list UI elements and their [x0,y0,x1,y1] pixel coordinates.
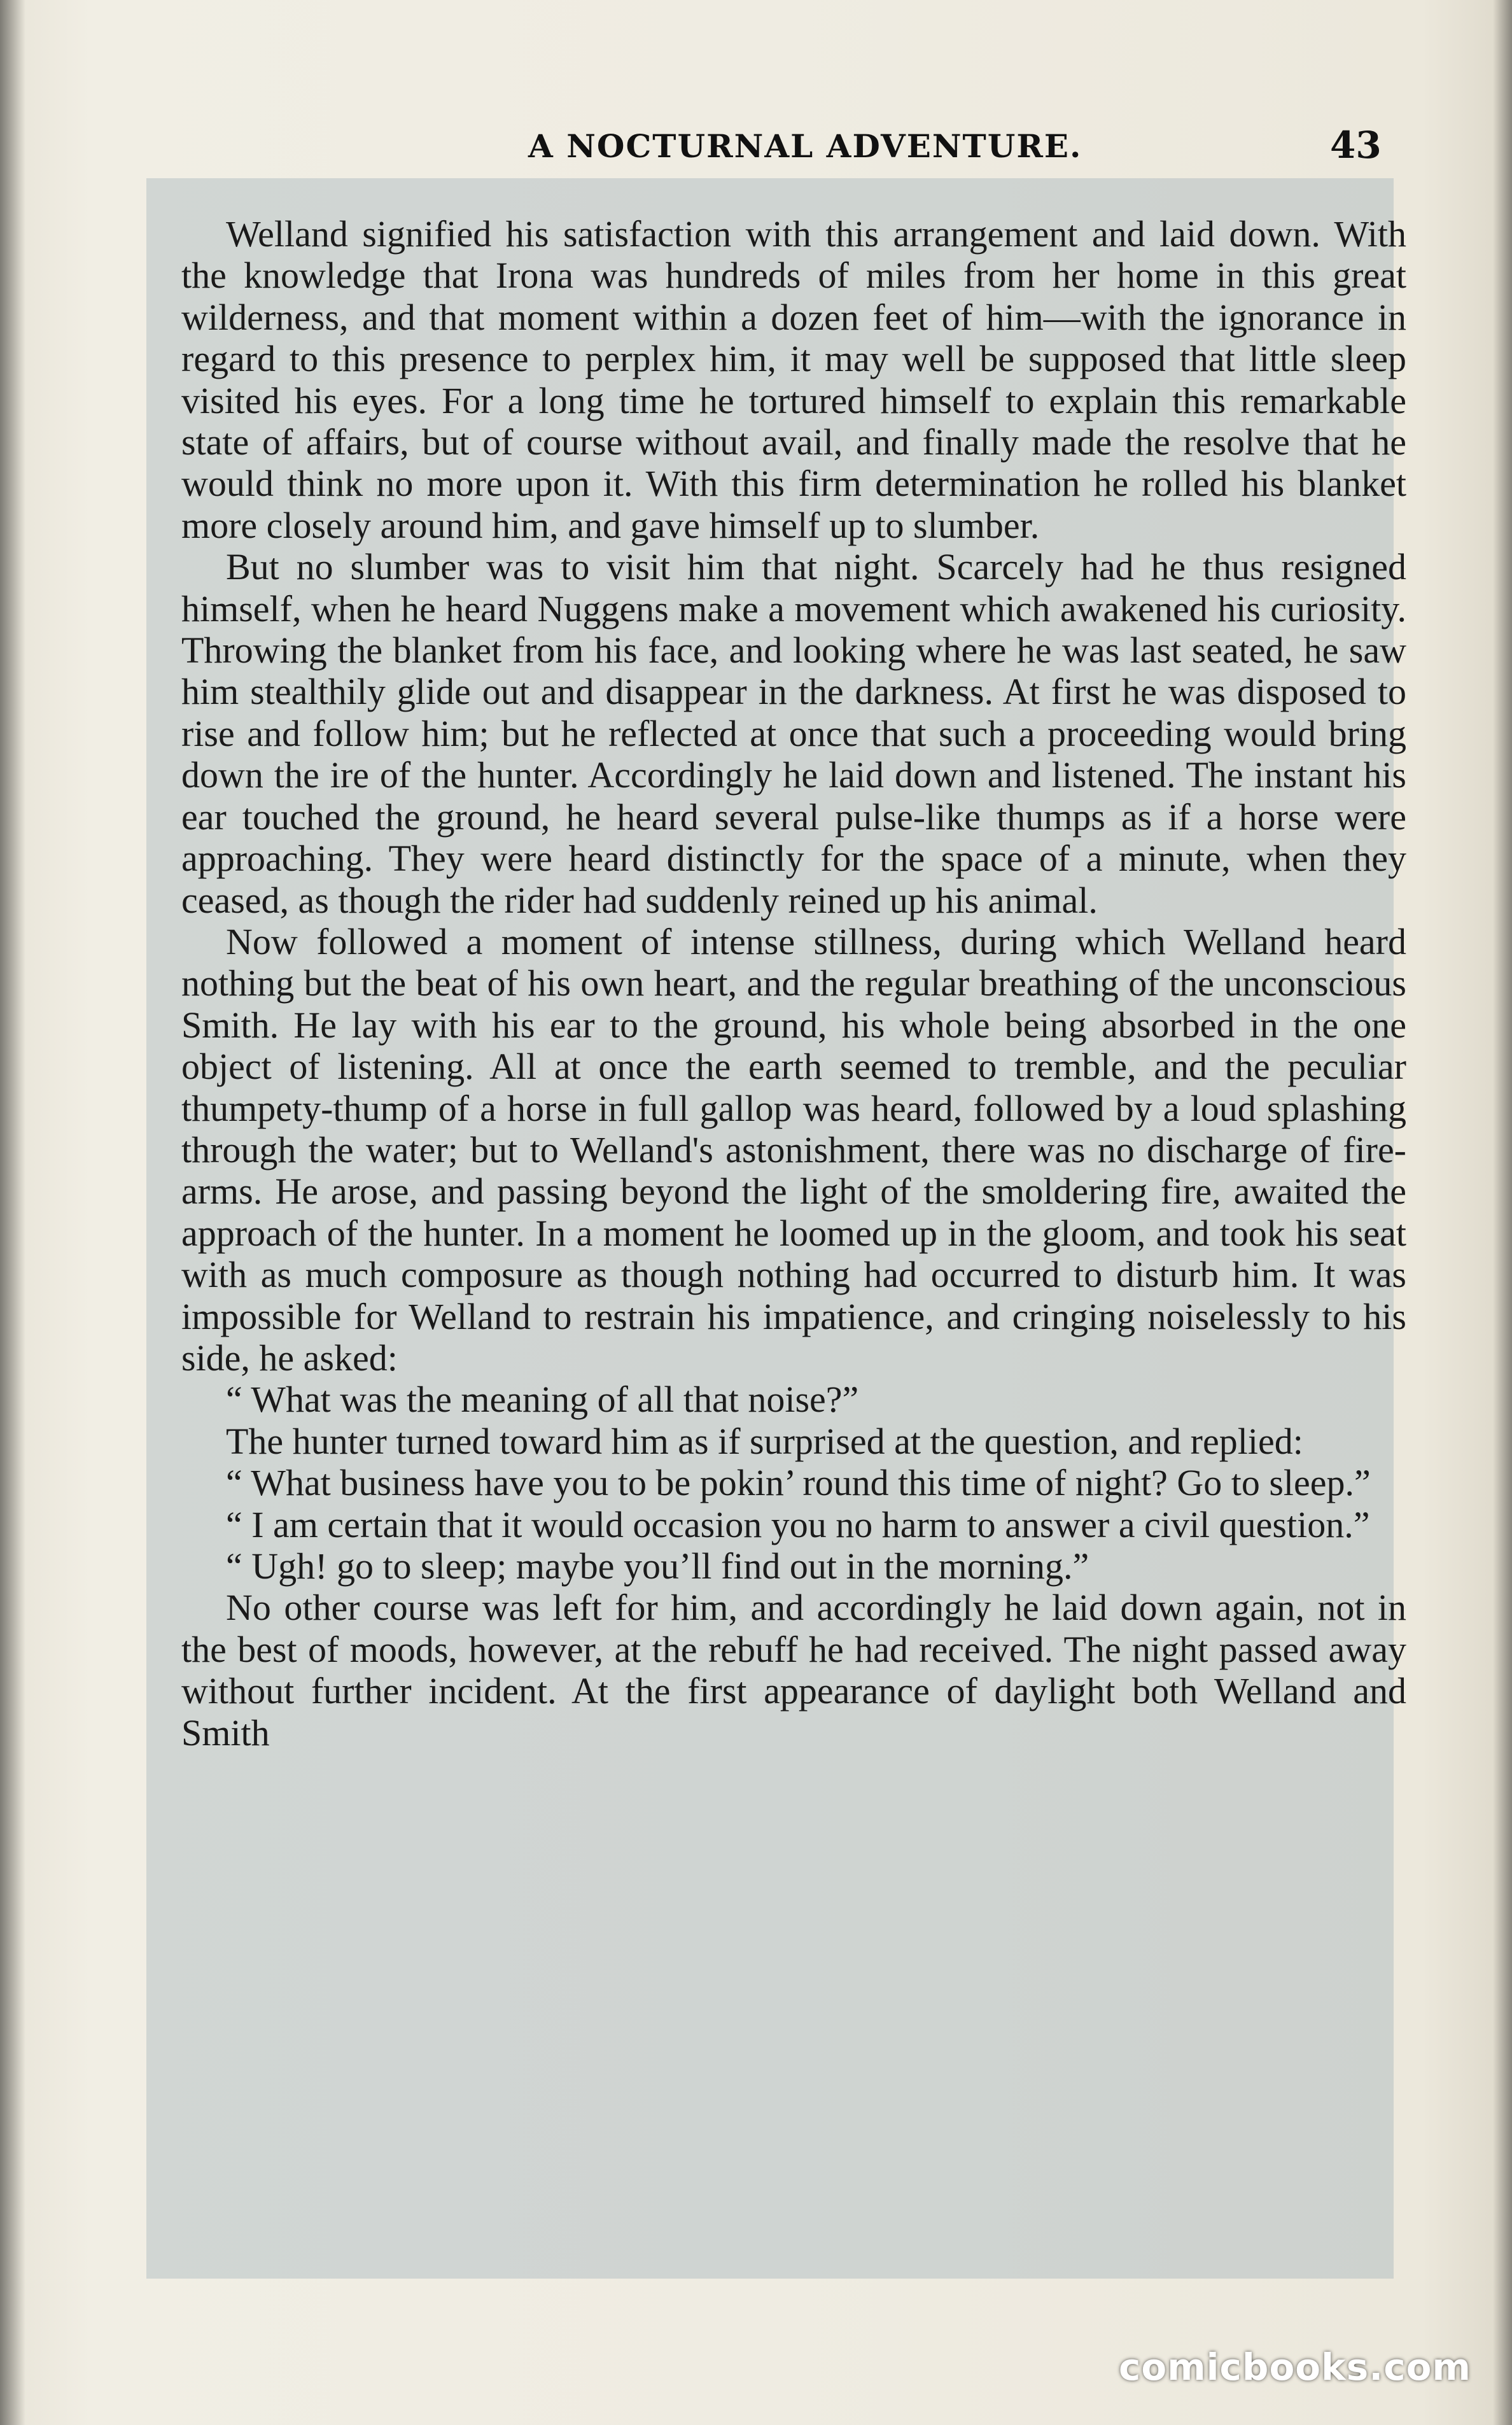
page-header [0,123,1512,178]
paragraph: But no slumber was to visit him that night. Scarcely had he thus resigned himself, when he heard Nuggens make a movement which awakened his curiosity. Throwing the blanket from his face, and looking where he was last seated, he saw him stealthily glide out and disappear in the darkness. At first he was disposed to rise and follow him; but he reflected at once that such a proceeding would bring down the ire of the hunter. Accordingly he laid down and listened. The instant his ear touched the ground, he heard several pulse-like thumps as if a horse were approaching. They were heard distinctly for the space of a minute, when they ceased, as though the rider had suddenly reined up his animal. [181,546,1406,921]
paragraph: The hunter turned toward him as if surprised at the question, and replied: [226,1420,1303,1462]
paragraph: Welland signified his satisfaction with this arrangement and laid down. With the knowledge that Irona was hundreds of miles from her home in this great wilderness, and that moment within a dozen feet of him—with the ignorance in regard to this presence to perplex him, it may well be supposed that little sleep visited his eyes. For a long time he tortured himself to explain this remarkable state of affairs, but of course without avail, and finally made the resolve that he would think no more upon it. With this firm determination he rolled his blanket more closely around him, and gave himself up to slumber. [181,213,1406,546]
paragraph: Now followed a moment of intense stillness, during which Welland heard nothing but the beat of his own heart, and the regular breathing of the unconscious Smith. He lay with his ear to the ground, his whole being absorbed in the one object of listening. All at once the earth seemed to tremble, and the peculiar thumpety-thump of a horse in full gallop was heard, followed by a loud splashing through the water; but to Welland's astonishment, there was no discharge of fire-arms. He arose, and passing beyond the light of the smoldering fire, awaited the approach of the hunter. In a moment he loomed up in the gloom, and took his seat with as much composure as though nothing had occurred to disturb him. It was impossible for Welland to restrain his impatience, and cringing noiselessly to his side, he asked: [181,920,1406,1379]
paragraph: “ What was the meaning of all that noise?” [226,1379,859,1421]
page-number: 43 [1330,123,1382,167]
body-text [181,213,1406,1754]
paragraph: “ Ugh! go to sleep; maybe you’ll find out in the morning.” [226,1545,1089,1587]
paragraph: “ I am certain that it would occasion you no harm to answer a civil question.” [226,1503,1370,1545]
paragraph: “ What business have you to be pokin’ round this time of night? Go to sleep.” [226,1462,1371,1504]
running-head: A NOCTURNAL ADVENTURE. [528,127,1082,165]
paragraph: No other course was left for him, and accordingly he laid down again, not in the best of moods, however, at the rebuff he had received. The night passed away without further incident. At the first appearance of daylight both Welland and Smith [181,1587,1406,1754]
page-edge-left [0,0,25,2425]
page-edge-right [1493,0,1512,2425]
watermark: comicbooks.com [1119,2345,1471,2389]
